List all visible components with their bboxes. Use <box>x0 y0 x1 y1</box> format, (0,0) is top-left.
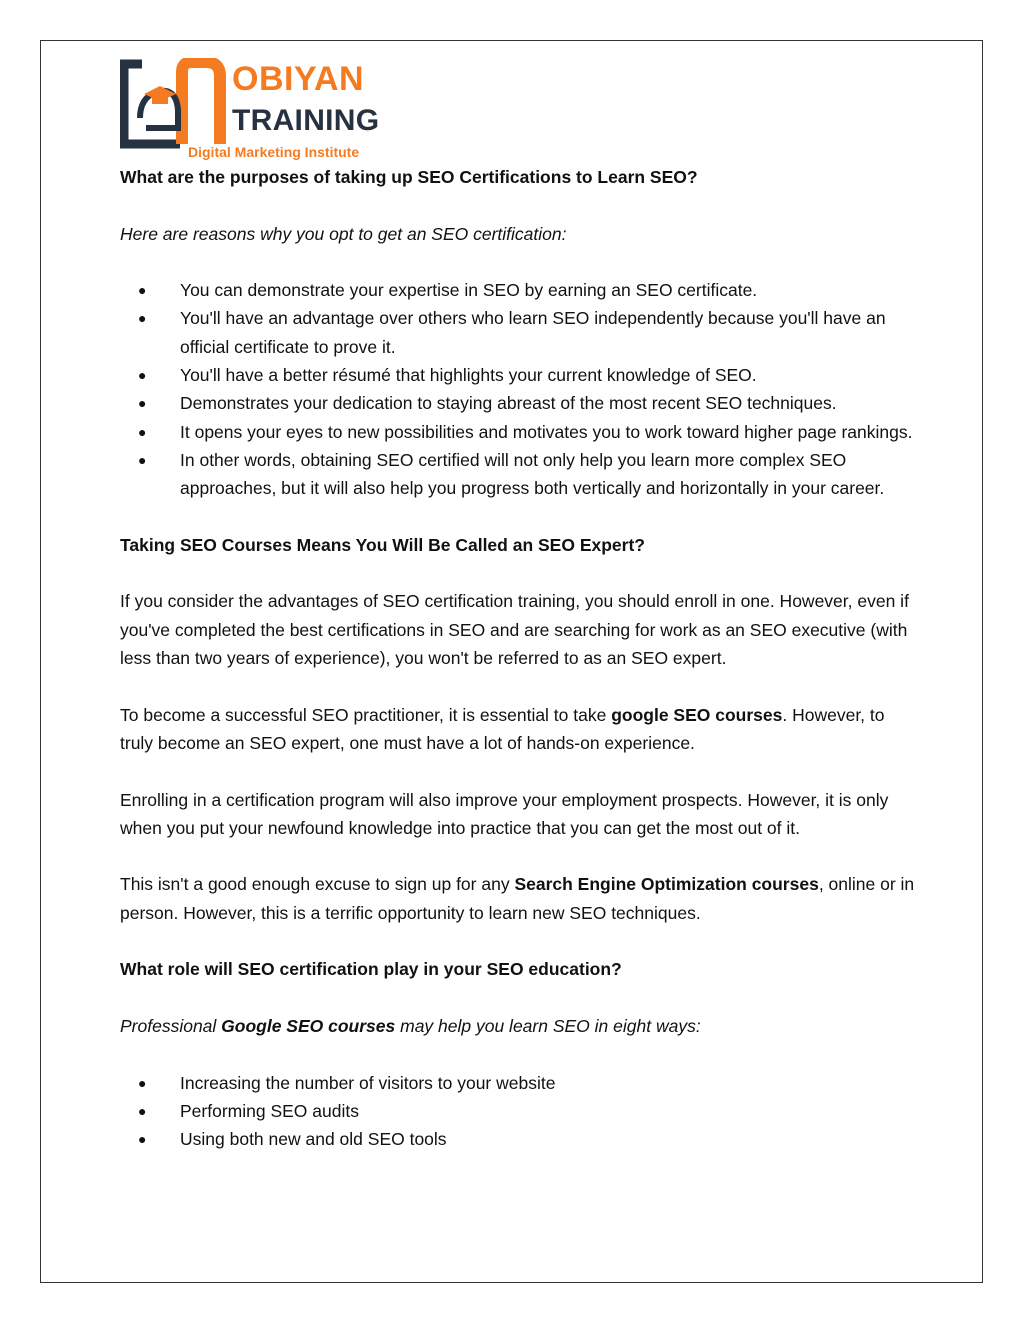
obiyan-logo <box>120 58 390 162</box>
bullet-icon: ● <box>138 282 147 299</box>
bullet-icon: ● <box>138 395 147 412</box>
section2-paragraph-2: To become a successful SEO practitioner, it is essential to take google SEO courses. However, to truly become an SEO expert, one must have a lot of hands-on experience. <box>120 704 885 753</box>
bullet-icon: ● <box>138 1074 147 1091</box>
bullet-icon: ● <box>138 423 147 440</box>
bullet-icon: ● <box>138 1102 147 1119</box>
section1-bullet-list <box>120 276 920 502</box>
list-item: ● You can demonstrate your expertise in SEO by earning an SEO certificate. <box>120 276 920 304</box>
bullet-icon: ● <box>138 310 147 327</box>
list-item: ● It opens your eyes to new possibilities and motivates you to work toward higher page rankings. <box>120 418 920 446</box>
bullet-icon: ● <box>138 1131 147 1148</box>
section1-intro: Here are reasons why you opt to get an SEO certification: <box>120 223 567 244</box>
section2-heading: Taking SEO Courses Means You Will Be Called an SEO Expert? <box>120 534 645 555</box>
section3-bullet-list <box>120 1069 920 1154</box>
list-item: ● Increasing the number of visitors to your website <box>120 1069 920 1097</box>
section1-heading: What are the purposes of taking up SEO Certifications to Learn SEO? <box>120 167 698 187</box>
bullet-icon: ● <box>138 367 147 384</box>
document-body <box>120 163 920 1153</box>
logo-name-line2: TRAINING <box>232 104 380 137</box>
logo-tagline: Digital Marketing Institute <box>188 144 360 160</box>
section2-paragraph-1: If you consider the advantages of SEO certification training, you should enroll in one. However, even if you've completed the best certifications in SEO and are searching for work as an SEO executive (with less than two years of experience), you won't be referred to as an SEO expert. <box>120 591 909 669</box>
seo-courses-keyword: Search Engine Optimization courses <box>514 874 819 895</box>
google-seo-courses-keyword: google SEO courses <box>611 704 783 725</box>
section3-heading: What role will SEO certification play in your SEO education? <box>120 959 622 980</box>
list-item: ● You'll have a better résumé that highlights your current knowledge of SEO. <box>120 361 920 389</box>
bullet-icon: ● <box>138 451 147 468</box>
list-item: ● Performing SEO audits <box>120 1097 920 1125</box>
logo-mark-icon <box>120 58 230 150</box>
list-item: ● You'll have an advantage over others who learn SEO independently because you'll have an official certificate to prove it. <box>120 304 920 361</box>
list-item: ● Demonstrates your dedication to staying abreast of the most recent SEO techniques. <box>120 389 920 417</box>
section2-paragraph-3: Enrolling in a certification program will also improve your employment prospects. However, it is only when you put your newfound knowledge into practice that you can get the most out of it. <box>120 789 889 838</box>
google-seo-courses-keyword: Google SEO courses <box>221 1015 396 1036</box>
section3-intro: Professional Google SEO courses may help you learn SEO in eight ways: <box>120 1015 701 1036</box>
list-item: ● In other words, obtaining SEO certified will not only help you learn more complex SEO approaches, but it will also help you progress both vertically and horizontally in your career. <box>120 446 920 503</box>
section2-paragraph-4: This isn't a good enough excuse to sign up for any Search Engine Optimization courses, online or in person. However, this is a terrific opportunity to learn new SEO techniques. <box>120 874 915 923</box>
list-item: ● Using both new and old SEO tools <box>120 1125 920 1153</box>
logo-name-line1: OBIYAN <box>232 60 365 98</box>
